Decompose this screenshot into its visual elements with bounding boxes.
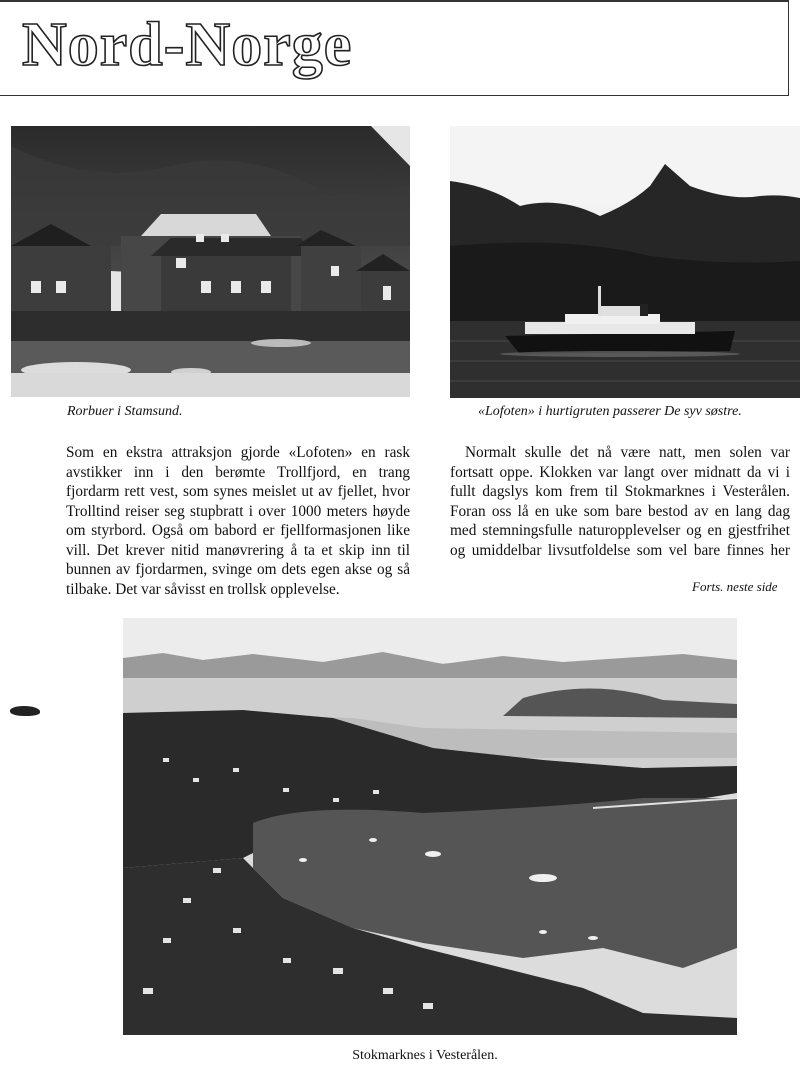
photo-rorbuer [11,126,410,397]
rorbuer-illustration [11,126,410,397]
photo-stokmarknes [123,618,737,1035]
ship-illustration [450,126,800,398]
caption-stokmarknes: Stokmarknes i Vesterålen. [352,1048,498,1063]
photo-lofoten-ship [450,126,800,398]
stokmarknes-illustration [123,618,737,1035]
body-text-right [450,443,790,560]
print-speck [10,706,40,716]
paragraph-left: Som en ekstra attraksjon gjorde «Lofoten» en rask avstikker inn i den berømte Trollfjord, en trang fjordarm rett vest, som synes meislet ut av fjellet, hvor Trolltind reiser seg stupbratt i over 1000 meters høyde om styrbord. Også om babord er fjellformasjonen like vill. Det krever nitid manøvrering å ta et skip inn til bunnen av fjordarmen, svinge om dets egen akse og så tilbake. Det var såvisst en trollsk opplevelse. [66,444,410,598]
caption-rorbuer: Rorbuer i Stamsund. [67,404,183,419]
page-title: Nord-Norge [22,11,353,79]
caption-lofoten-ship: «Lofoten» i hurtigruten passerer De syv søstre. [478,404,742,419]
continued-note: Forts. neste side [692,579,778,594]
paragraph-right: Normalt skulle det nå være natt, men solen var fortsatt oppe. Klokken var langt over midnatt da vi i fullt dagslys kom frem til Stokmarknes i Vesterålen. Foran oss lå en uke som bare bestod av en lang dag med stemningsfulle naturopplevelser og en gjestfrihet og umiddelbar livsutfoldelse som vel bare finnes her [450,444,790,559]
body-text-left [66,443,410,599]
